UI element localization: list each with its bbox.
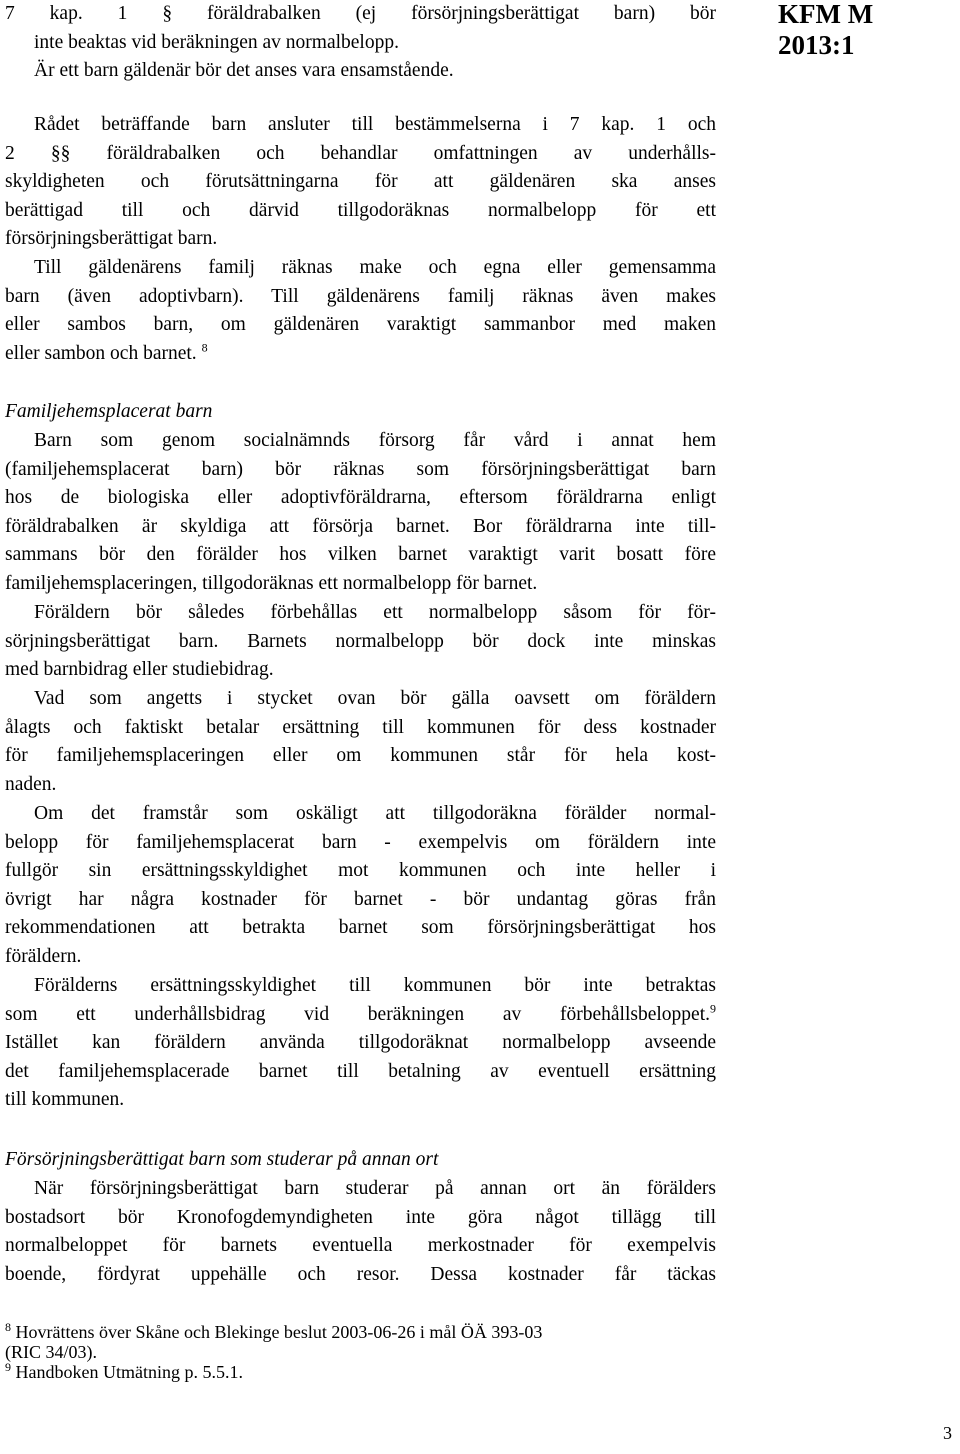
text-line: eller sambos barn, om gäldenären varaktigt sammanbor med maken [5, 314, 716, 336]
text-line: föräldern. [5, 945, 82, 967]
text-line: till kommunen. [5, 1089, 125, 1111]
text-line: Föräldern bör således förbehållas ett normalbelopp såsom för för- [34, 602, 716, 623]
footnotes [5, 1322, 716, 1382]
footnote-text: Hovrättens över Skåne och Blekinge beslut 2003-06-26 i mål ÖÄ 393-03 [15, 1322, 543, 1342]
text-line: familjehemsplaceringen, tillgodoräknas ett normalbelopp för barnet. [5, 572, 538, 594]
section-heading-student: Försörjningsberättigat barn som studerar på annan ort [5, 1149, 439, 1170]
text-line: Istället kan föräldern använda tillgodoräknat normalbelopp avseende [5, 1032, 716, 1054]
text-line: försörjningsberättigat barn. [5, 228, 218, 250]
text-line: (familjehemsplacerat barn) bör räknas som försörjningsberättigat barn [5, 458, 716, 480]
footnote-ref: 9 [710, 1001, 716, 1016]
foster-paragraph-5 [5, 972, 716, 1115]
text-line: berättigad till och därvid tillgodoräknas normalbelopp för ett [5, 199, 716, 221]
badge-line: KFM M [778, 0, 874, 29]
text-line: för familjehemsplaceringen eller om kommunen står för hela kost- [5, 745, 716, 767]
section-heading-foster: Familjehemsplacerat barn [5, 401, 213, 422]
footnote-text: (RIC 34/03). [5, 1342, 97, 1362]
header-paragraph [5, 0, 716, 86]
text-line: övrigt har några kostnader för barnet - bör undantag göras från [5, 888, 716, 910]
advice-paragraph-1 [5, 111, 716, 254]
text-line [5, 1001, 716, 1030]
foster-paragraph-4 [5, 800, 716, 972]
text-line: Är ett barn gäldenär bör det anses vara ensamstående. [34, 60, 454, 82]
text-fragment: eller sambon och barnet. [5, 342, 197, 364]
text-line: bostadsort bör Kronofogdemyndigheten inte göra något tillägg till [5, 1206, 716, 1228]
text-line: normalbeloppet för barnets eventuella merkostnader för exempelvis [5, 1235, 716, 1257]
text-line: barn (även adoptivbarn). Till gäldenärens familj räknas även makes [5, 285, 716, 307]
text-line: Barn som genom socialnämnds försorg får vård i annat hem [34, 430, 716, 451]
text-line: naden. [5, 773, 57, 795]
text-line: 7 kap. 1 § föräldrabalken (ej försörjningsberättigat barn) bör [5, 3, 716, 24]
publication-badge [778, 0, 873, 61]
text-line: Vad som angetts i stycket ovan bör gälla oavsett om föräldern [34, 688, 716, 709]
footnote-ref: 8 [201, 340, 208, 355]
text-line: Om det framstår som oskäligt att tillgodoräkna förälder normal- [34, 803, 716, 824]
footnote-number: 9 [5, 1360, 11, 1374]
text-line: När försörjningsberättigat barn studerar på annan ort än förälders [34, 1178, 716, 1199]
text-line: med barnbidrag eller studiebidrag. [5, 659, 274, 681]
text-line: fullgör sin ersättningsskyldighet mot kommunen och inte heller i [5, 860, 716, 882]
text-line: föräldrabalken är skyldiga att försörja barnet. Bor föräldrarna inte till- [5, 515, 716, 537]
text-line: Förälderns ersättningsskyldighet till kommunen bör inte betraktas [34, 975, 716, 996]
text-line: Till gäldenärens familj räknas make och egna eller gemensamma [34, 257, 716, 278]
footnote-number: 8 [5, 1320, 11, 1334]
text-line: skyldigheten och förutsättningarna för att gäldenären ska anses [5, 171, 716, 193]
text-line [5, 340, 716, 369]
foster-paragraph-2 [5, 599, 716, 685]
text-line: sammans bör den förälder hos vilken barnet varaktigt varit bosatt före [5, 544, 716, 566]
footnote [5, 1362, 716, 1382]
student-paragraph-1 [5, 1175, 716, 1289]
text-line: belopp för familjehemsplacerat barn - exempelvis om föräldern inte [5, 831, 716, 853]
footnote [5, 1322, 716, 1342]
footnote [5, 1342, 716, 1362]
footnote-text: Handboken Utmätning p. 5.5.1. [15, 1362, 243, 1382]
page-number: 3 [943, 1423, 952, 1443]
text-line: det familjehemsplacerade barnet till betalning av eventuell ersättning [5, 1060, 716, 1082]
text-line: boende, fördyrat uppehälle och resor. Dessa kostnader får täckas [5, 1263, 716, 1285]
foster-paragraph-1 [5, 427, 716, 599]
text-line: inte beaktas vid beräkningen av normalbelopp. [34, 31, 399, 53]
badge-line: 2013:1 [778, 30, 855, 60]
text-line: sörjningsberättigat barn. Barnets normalbelopp bör dock inte minskas [5, 630, 716, 652]
advice-paragraph-2 [5, 254, 716, 368]
text-line: hos de biologiska eller adoptivföräldrarna, eftersom föräldrarna enligt [5, 487, 716, 509]
text-line: 2 §§ föräldrabalken och behandlar omfattningen av underhålls- [5, 142, 716, 164]
text-line: ålagts och faktiskt betalar ersättning till kommunen för dess kostnader [5, 716, 716, 738]
text-fragment: som ett underhållsbidrag vid beräkningen av förbehållsbeloppet. [5, 1003, 710, 1025]
text-line: Rådet beträffande barn ansluter till bestämmelserna i 7 kap. 1 och [34, 114, 716, 135]
text-line: rekommendationen att betrakta barnet som försörjningsberättigat hos [5, 917, 716, 939]
foster-paragraph-3 [5, 685, 716, 799]
